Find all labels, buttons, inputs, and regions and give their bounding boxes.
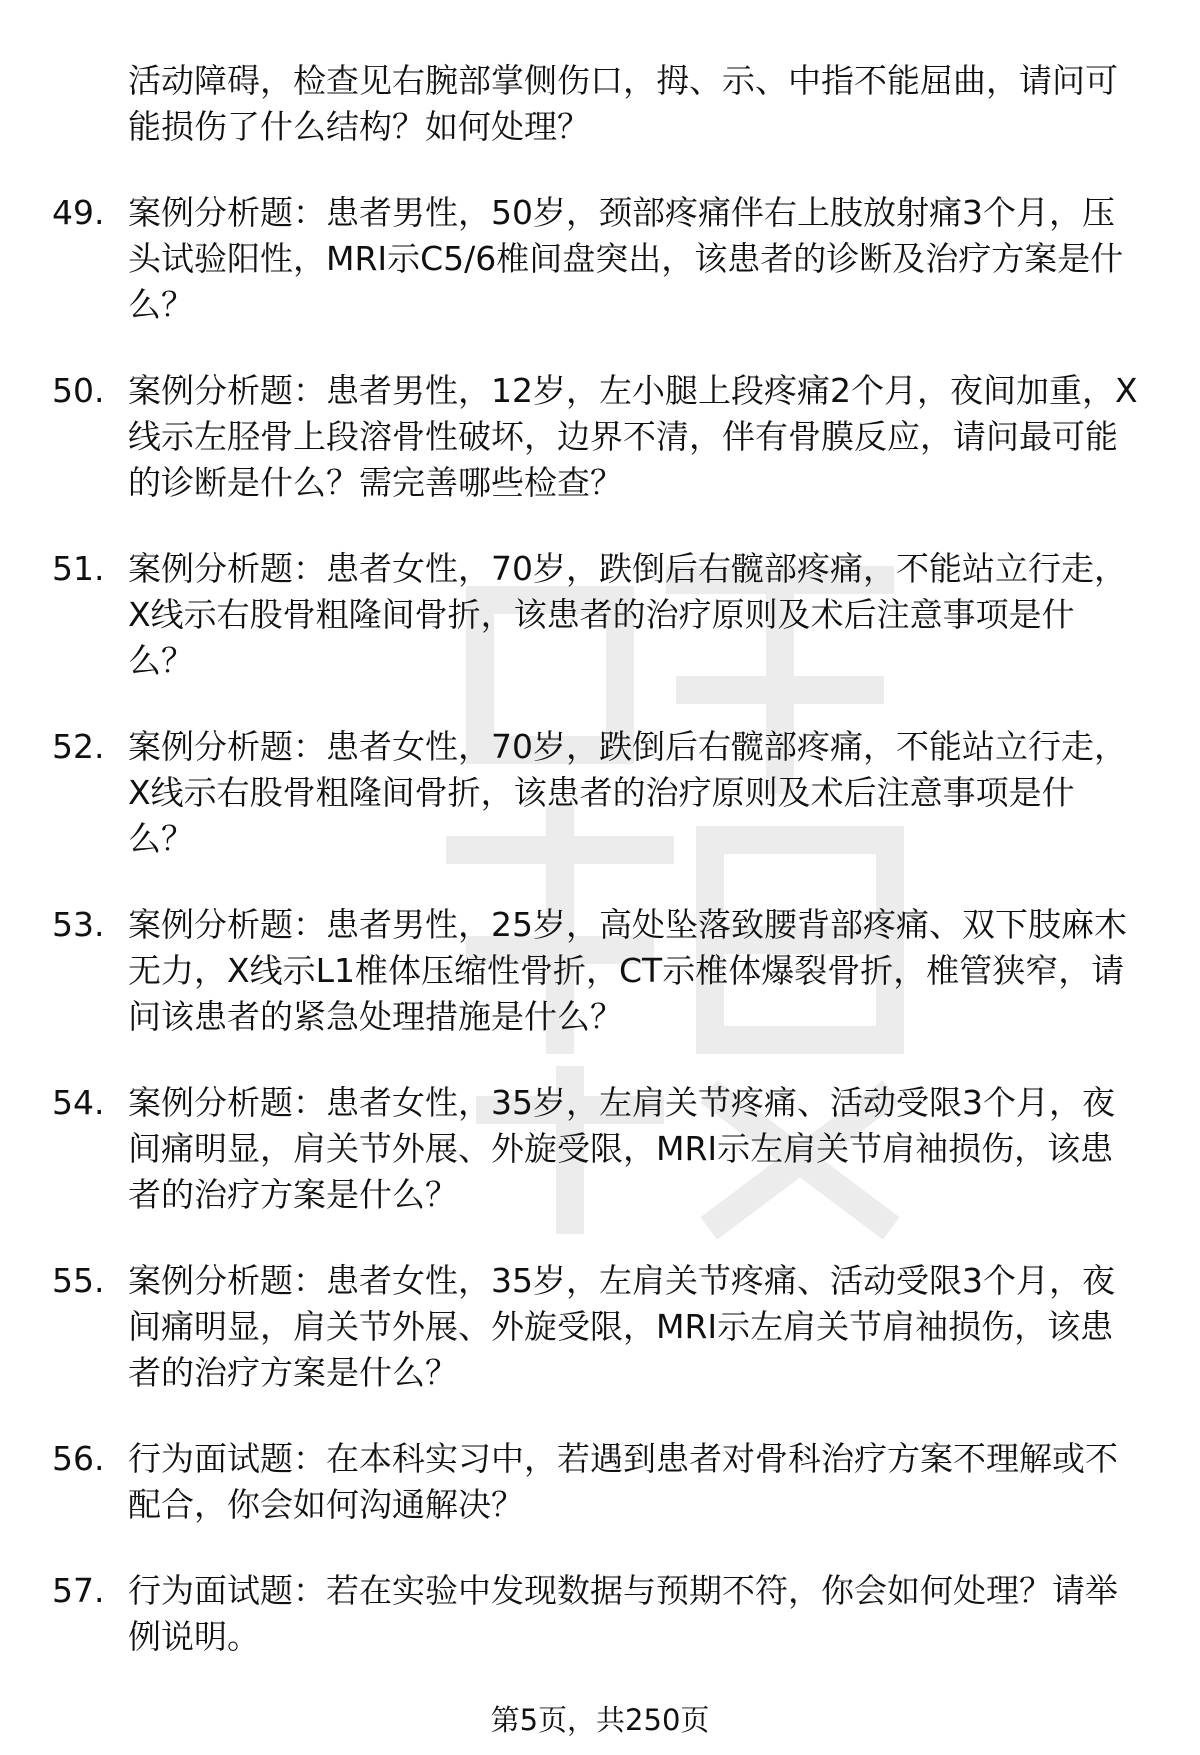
question-number: 52. bbox=[52, 727, 105, 766]
question-item bbox=[0, 902, 1138, 1040]
question-item bbox=[0, 1258, 1138, 1396]
question-number: 56. bbox=[52, 1439, 105, 1478]
question-item bbox=[0, 1080, 1138, 1218]
question-list bbox=[0, 190, 1200, 1700]
question-text: 案例分析题：患者女性，35岁，左肩关节疼痛、活动受限3个月，夜间痛明显，肩关节外展、外旋受限，MRI示左肩关节肩袖损伤，该患者的治疗方案是什么？ bbox=[128, 1083, 1115, 1214]
question-number: 53. bbox=[52, 905, 105, 944]
question-number: 57. bbox=[52, 1571, 105, 1610]
question-number: 50. bbox=[52, 371, 105, 410]
question-item bbox=[0, 1436, 1138, 1528]
question-text: 案例分析题：患者男性，25岁，高处坠落致腰背部疼痛、双下肢麻木无力，X线示L1椎体压缩性骨折，CT示椎体爆裂骨折，椎管狭窄，请问该患者的紧急处理措施是什么？ bbox=[128, 905, 1127, 1036]
question-text: 案例分析题：患者女性，70岁，跌倒后右髋部疼痛，不能站立行走，X线示右股骨粗隆间骨折，该患者的治疗原则及术后注意事项是什么？ bbox=[128, 727, 1127, 858]
question-item bbox=[0, 724, 1138, 862]
question-text: 案例分析题：患者女性，70岁，跌倒后右髋部疼痛，不能站立行走，X线示右股骨粗隆间骨折，该患者的治疗原则及术后注意事项是什么？ bbox=[128, 549, 1127, 680]
question-item bbox=[0, 190, 1138, 328]
question-number: 55. bbox=[52, 1261, 105, 1300]
question-text: 案例分析题：患者男性，12岁，左小腿上段疼痛2个月，夜间加重，X线示左胫骨上段溶骨性破坏，边界不清，伴有骨膜反应，请问最可能的诊断是什么？需完善哪些检查？ bbox=[128, 371, 1138, 502]
question-number: 51. bbox=[52, 549, 105, 588]
question-number: 49. bbox=[52, 193, 105, 232]
question-text: 案例分析题：患者女性，35岁，左肩关节疼痛、活动受限3个月，夜间痛明显，肩关节外展、外旋受限，MRI示左肩关节肩袖损伤，该患者的治疗方案是什么？ bbox=[128, 1261, 1115, 1392]
page-footer: 第5页，共250页 bbox=[490, 1703, 710, 1737]
question-number: 54. bbox=[52, 1083, 105, 1122]
question-text: 行为面试题：若在实验中发现数据与预期不符，你会如何处理？请举例说明。 bbox=[128, 1571, 1118, 1656]
continuation-paragraph: 活动障碍，检查见右腕部掌侧伤口，拇、示、中指不能屈曲，请问可能损伤了什么结构？如何处理？ bbox=[128, 61, 1118, 146]
question-item bbox=[0, 368, 1138, 506]
question-text: 案例分析题：患者男性，50岁，颈部疼痛伴右上肢放射痛3个月，压头试验阳性，MRI示C5/6椎间盘突出，该患者的诊断及治疗方案是什么？ bbox=[128, 193, 1124, 324]
question-text: 行为面试题：在本科实习中，若遇到患者对骨科治疗方案不理解或不配合，你会如何沟通解决？ bbox=[128, 1439, 1118, 1524]
question-item bbox=[0, 546, 1138, 684]
question-item bbox=[0, 1568, 1138, 1660]
